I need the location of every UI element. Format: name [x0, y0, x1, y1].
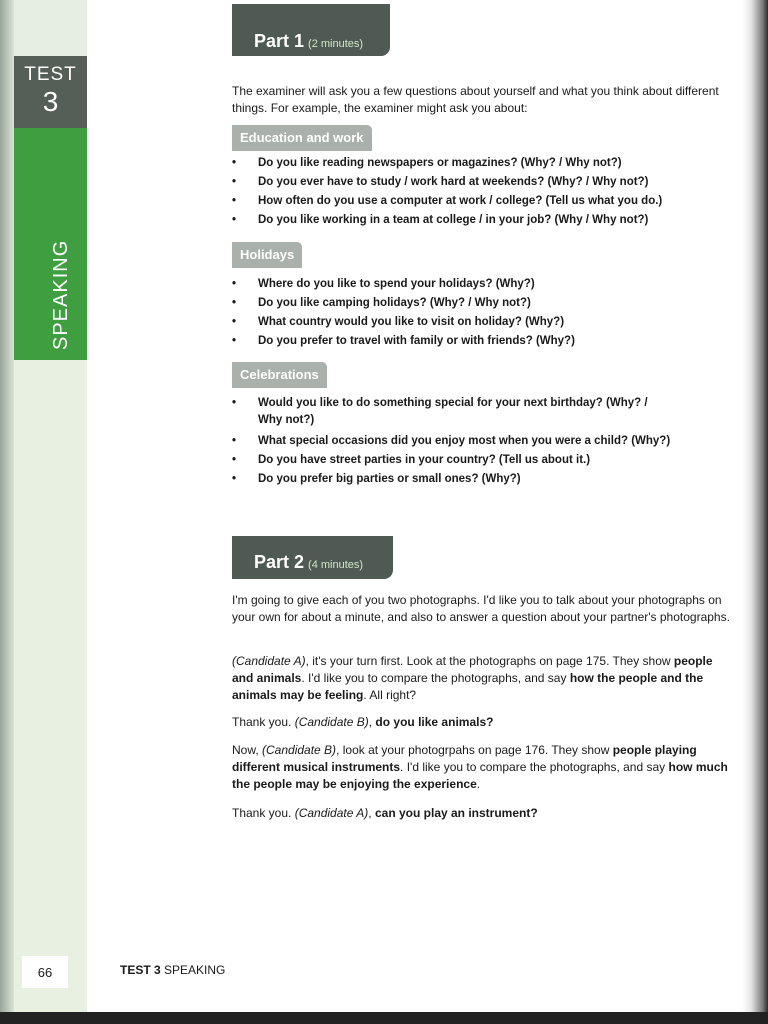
test-word: TEST — [24, 64, 77, 85]
part2-title: Part 2 — [254, 552, 305, 572]
list-item: • Do you ever have to study / work hard at weekends? (Why? / Why not?) — [232, 173, 732, 192]
topic: people and animals — [232, 654, 713, 685]
footer-section: SPEAKING — [164, 963, 226, 977]
part2-paragraph-3 — [232, 742, 732, 793]
candidate-a: (Candidate A) — [232, 654, 306, 668]
candidate-b: (Candidate B) — [294, 715, 369, 729]
text: . — [476, 777, 481, 791]
part2-intro: I'm going to give each of you two photographs. I'd like you to talk about your photographs on your own for about a minute, and also to answer a question about your partner's photographs. — [232, 593, 730, 624]
text: Now, — [232, 743, 263, 757]
section-heading-education: Education and work — [232, 125, 372, 151]
test-number: 3 — [42, 86, 59, 117]
part2-header — [232, 536, 393, 579]
part1-intro: The examiner will ask you a few questions about yourself and what you think about different things. For example, the examiner might ask you about: — [232, 84, 719, 115]
section-label: SPEAKING — [50, 239, 72, 350]
text: , look at your photogrpahs on page 176. They show — [336, 743, 613, 757]
part2-duration: (4 minutes) — [308, 559, 364, 571]
question-list-celebrations — [232, 395, 671, 489]
section-heading-celebrations: Celebrations — [232, 362, 327, 388]
page-number: 66 — [22, 956, 68, 988]
follow-up-question: can you play an instrument? — [374, 806, 538, 820]
sidebar-strip — [14, 360, 87, 1020]
text: . I'd like you to compare the photographs, and say — [400, 760, 669, 774]
test-tab — [14, 56, 87, 128]
text: . I'd like you to compare the photographs, and say — [301, 671, 570, 685]
question-list-holidays — [232, 275, 732, 351]
text: Thank you. — [232, 715, 295, 729]
text: . All right? — [363, 688, 417, 702]
candidate-b: (Candidate B) — [262, 743, 337, 757]
book-gutter — [742, 0, 768, 1024]
text: , it's your turn first. Look at the photographs on page 175. They show — [305, 654, 674, 668]
list-item: • Do you like working in a team at college / in your job? (Why / Why not?) — [232, 211, 732, 230]
list-item: • Do you prefer to travel with family or with friends? (Why?) — [232, 332, 732, 351]
sidebar-top — [14, 0, 87, 56]
part2-paragraph-2 — [232, 714, 732, 731]
list-item: • Would you like to do something special for your next birthday? (Why? / Why not?) — [232, 395, 652, 429]
follow-up-question: do you like animals? — [375, 715, 494, 729]
page-edge — [0, 0, 14, 1024]
list-item: • What country would you like to visit on holiday? (Why?) — [232, 313, 732, 332]
part2-paragraph-4 — [232, 805, 732, 822]
candidate-a: (Candidate A) — [294, 806, 369, 820]
bottom-edge — [0, 1012, 768, 1024]
list-item: • How often do you use a computer at work / college? (Tell us what you do.) — [232, 192, 732, 211]
list-item: • Where do you like to spend your holidays? (Why?) — [232, 275, 732, 294]
part1-duration: (2 minutes) — [308, 38, 364, 50]
running-footer — [120, 963, 225, 977]
text: , — [368, 715, 376, 729]
part2-paragraph-1 — [232, 653, 732, 704]
list-item: • Do you like reading newspapers or magazines? (Why? / Why not?) — [232, 154, 732, 173]
task: how the people and the animals may be feeling — [232, 671, 704, 702]
question-list-education — [232, 154, 732, 230]
text: Thank you. — [232, 806, 295, 820]
section-heading-holidays: Holidays — [232, 242, 302, 268]
task: how much the people may be enjoying the experience — [232, 760, 728, 791]
part1-title: Part 1 — [254, 31, 305, 51]
part1-header — [232, 4, 390, 56]
list-item: • Do you have street parties in your country? (Tell us about it.) — [232, 451, 652, 470]
list-item: • Do you like camping holidays? (Why? / Why not?) — [232, 294, 732, 313]
list-item: • Do you prefer big parties or small ones? (Why?) — [232, 470, 652, 489]
text: , — [368, 806, 375, 820]
footer-test: TEST 3 — [120, 963, 161, 977]
list-item: • What special occasions did you enjoy most when you were a child? (Why?) — [232, 432, 758, 451]
topic: people playing different musical instruments — [232, 743, 697, 774]
